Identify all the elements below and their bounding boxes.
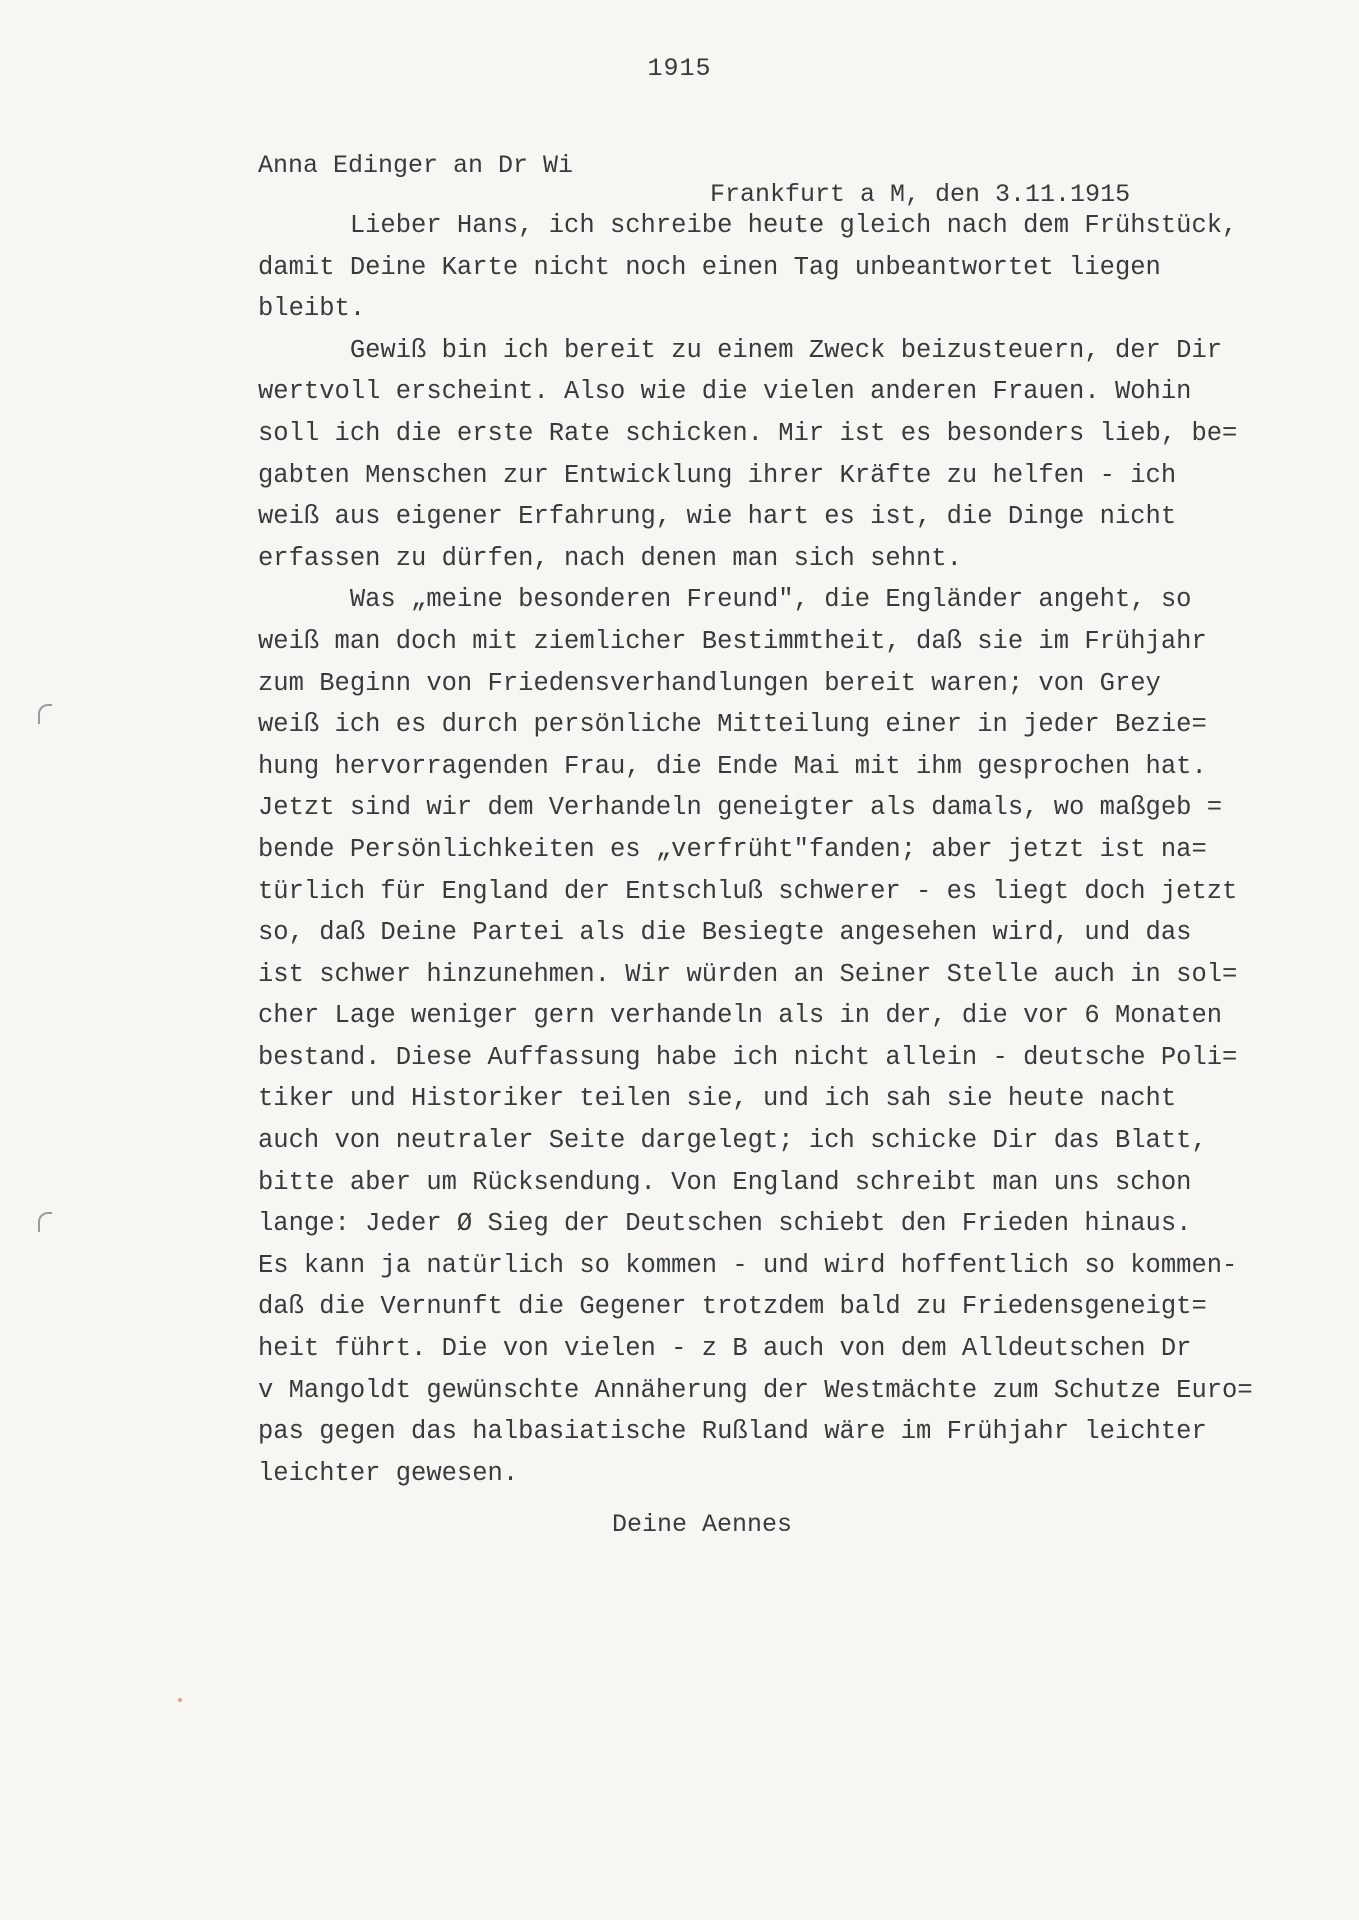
text-line: bitte aber um Rücksendung. Von England schreibt man uns schon xyxy=(258,1167,1192,1197)
sender-recipient: Anna Edinger an Dr Wi xyxy=(258,151,574,180)
place-date: Frankfurt a M, den 3.11.1915 xyxy=(710,180,1131,209)
text-line: pas gegen das halbasiatische Rußland wäre im Frühjahr leichter xyxy=(258,1417,1207,1447)
text-line: so, daß Deine Partei als die Besiegte angesehen wird, und das xyxy=(258,918,1192,948)
text-line: daß die Vernunft die Gegener trotzdem bald zu Friedensgeneigt= xyxy=(258,1292,1207,1322)
text-line: Lieber Hans, ich schreibe heute gleich nach dem Frühstück, xyxy=(258,211,1238,240)
signature-closing: Deine Aennes xyxy=(612,1510,793,1539)
text-line: bleibt. xyxy=(258,294,366,324)
text-line: leichter gewesen. xyxy=(258,1458,519,1488)
text-line: ist schwer hinzunehmen. Wir würden an Seiner Stelle auch in sol= xyxy=(258,959,1238,989)
text-line: bende Persönlichkeiten es „verfrüht"fanden; aber jetzt ist na= xyxy=(258,834,1207,864)
text-line: zum Beginn von Friedensverhandlungen bereit waren; von Grey xyxy=(258,668,1161,698)
text-line: erfassen zu dürfen, nach denen man sich sehnt. xyxy=(258,543,962,573)
text-line: weiß ich es durch persönliche Mitteilung einer in jeder Bezie= xyxy=(258,710,1207,740)
punch-hole-mark xyxy=(38,704,52,724)
text-line: tiker und Historiker teilen sie, und ich sah sie heute nacht xyxy=(258,1084,1177,1114)
letter-body xyxy=(258,205,1318,1494)
text-line: wertvoll erscheint. Also wie die vielen anderen Frauen. Wohin xyxy=(258,377,1192,407)
text-line: türlich für England der Entschluß schwerer - es liegt doch jetzt xyxy=(258,876,1238,906)
text-line: soll ich die erste Rate schicken. Mir ist es besonders lieb, be= xyxy=(258,418,1238,448)
text-line: heit führt. Die von vielen - z B auch von dem Alldeutschen Dr xyxy=(258,1334,1192,1364)
text-line: Was „meine besonderen Freund", die Engländer angeht, so xyxy=(258,585,1192,615)
page-year: 1915 xyxy=(647,54,712,83)
text-line: damit Deine Karte nicht noch einen Tag unbeantwortet liegen xyxy=(258,252,1161,282)
text-line: gabten Menschen zur Entwicklung ihrer Kräfte zu helfen - ich xyxy=(258,460,1177,490)
text-line: hung hervorragenden Frau, die Ende Mai mit ihm gesprochen hat. xyxy=(258,751,1207,781)
text-line: v Mangoldt gewünschte Annäherung der Westmächte zum Schutze Euro= xyxy=(258,1375,1253,1405)
text-line: Gewiß bin ich bereit zu einem Zweck beizusteuern, der Dir xyxy=(258,335,1223,365)
text-line: weiß aus eigener Erfahrung, wie hart es ist, die Dinge nicht xyxy=(258,502,1177,532)
text-line: cher Lage weniger gern verhandeln als in der, die vor 6 Monaten xyxy=(258,1001,1223,1031)
text-line: weiß man doch mit ziemlicher Bestimmtheit, daß sie im Frühjahr xyxy=(258,626,1207,656)
punch-hole-mark xyxy=(38,1212,52,1232)
text-line: Es kann ja natürlich so kommen - und wird hoffentlich so kommen- xyxy=(258,1250,1238,1280)
text-line: lange: Jeder Ø Sieg der Deutschen schiebt den Frieden hinaus. xyxy=(258,1209,1192,1239)
text-line: Jetzt sind wir dem Verhandeln geneigter als damals, wo maßgeb = xyxy=(258,793,1223,823)
text-line: auch von neutraler Seite dargelegt; ich schicke Dir das Blatt, xyxy=(258,1126,1207,1156)
text-line: bestand. Diese Auffassung habe ich nicht allein - deutsche Poli= xyxy=(258,1042,1238,1072)
paper-speck xyxy=(178,1698,182,1702)
